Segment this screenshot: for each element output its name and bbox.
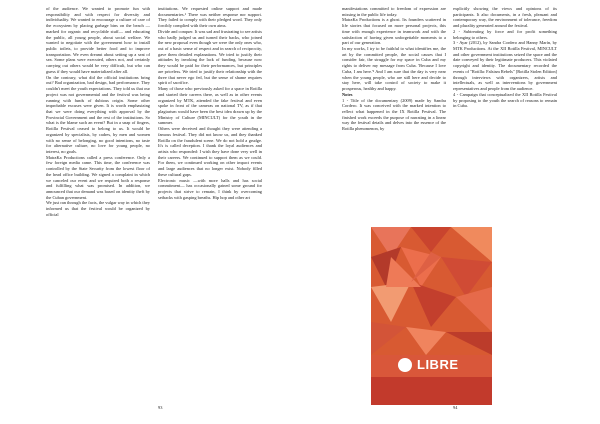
right-page-column-2 (453, 6, 557, 228)
paragraph: institutions. We requested online support and made documentaries.¹ There was neither response nor support. They failed to comply with their pledged word. They only forcibly complied with their own aims. (158, 6, 262, 29)
footnote: 3 - Ayar (2012), by Sandra Cordero and Hanny Marín, by MTK Productions. At the XII Rotilla Festival, MINCULT and other government institutions seized the space and the date conveyed by their legitimate producers. This violated copyright and identity. The documentary recorded the events of "Rotilla: Falsism Rebels" [Rotilla Stolen Edition] through interviews with organizers, artists and intellectuals, as well as interventions by government representatives and people from the audience. (453, 40, 557, 92)
footnote: 2 - Subtreating by force and for profit something belonging to others. (453, 28, 557, 40)
paragraph: manifestations committed to freedom of expression are missing in the public life today. (342, 6, 446, 17)
libre-poster-image (371, 227, 492, 405)
poster-pattern (371, 227, 492, 355)
notes-heading: Notes (342, 91, 353, 97)
paragraph: Electronic music —with more halls and has social commitment— has occasionally gained some ground for projects that strive to remain, I think by overcoming setbacks with gasping breaths. Hip hop and other art (158, 177, 262, 200)
left-page-column-2 (158, 6, 262, 404)
footnote: 4 - Campaign that conceptualized the XII Rotilla Festival by proposing to the youth the search of reasons to remain in Cuba. (453, 91, 557, 109)
poster-bottom-band (371, 377, 492, 405)
footnote: 1 - Title of the documentary (2009) made by Sandra Cordero. It was conceived with the marked intention to reflect what happened in the IX Rotilla Festival. The finished work exceeds the purpose of narrating in a linear way the festival details and delves into the essence of the Rotilla phenomenon, by (342, 97, 446, 132)
paragraph: of the audience. We wanted to promote fun with responsibility and with respect for diversity and individuality. We wanted to encourage a culture of care of the ecosystem by placing garbage bins on the beach —marked for organic and recyclable stuff— and educating the public, all young people, about social welfare. We wanted to negotiate with the government how to install public toilets, to provide better food and to improve transportation. We even dreamt about setting up a seat of sea. Some plans were executed, others not, and certainly carrying out others would be very difficult, but who can guess if they would have materialized after all. (46, 6, 150, 74)
left-page-column-1 (46, 6, 150, 404)
paragraph: MatraKa Productions is a ghost. Its founders scattered in life stories that focused on more personal projects, this time with enough experience in teamwork and with the satisfaction of having given unforgettable moments to a part of our generation. (342, 17, 446, 46)
page-number-left: 93 (158, 405, 163, 410)
paragraph: Many of those who previously asked for a space in Rotilla and started their careers there, as well as in other events organized by MTK, attended the fake festival and even spoke in front of the cameras on national TV, as if that plagiarism would have been the best idea drawn up by the Ministry of Culture (MINCULT) for the youth in the summer. (158, 86, 262, 126)
paragraph: MatraKa Productions called a press conference. Only a few foreign media came. This time, the conference was controlled by the State Security from the lowest floor of the head office building. We signed a complaint in which we canceled our event and we required both a response and fulfilling what was promised. In addition, we announced that our demand was based on identity theft by the Cuban government. (46, 154, 150, 200)
libre-logo-icon (398, 358, 412, 372)
paragraph: Others were deceived and thought they were attending a famous festival. They did not know us, and they thanked Rotilla on the fraudulent scene. We do not hold a grudge. It's is called deception. I thank the loyal audiences and artists who responded: I wish they have done very well in their careers. We continued to support them as we could. For them, we continued working on other impact events and large audiences that no longer exist. Nobody filled these cultural gaps. (158, 126, 262, 177)
paragraph: In my works, I try to be faithful to what identifies me, the art by the committed people, the social causes that I consider fair, the struggle for my space in Cuba and my rights to deliver my message from Cuba. 'Because I love Cuba, I am here.'² And I am sure that the day is very near when the young people, who are still here and decide to stay here, will take control of society to make it prosperous, healthy and happy. (342, 46, 446, 92)
paragraph: Divide and conquer. It was sad and frustrating to see artists who badly judged us and turned their backs, who joined the new proposal even though we were the only ones who, out of a basic sense of respect and in search of reciprocity, gave them detailed explanations. We tried to justify their attitudes by invoking the lack of funding, because now they would be paid for their performances, but principles are priceless. We tried to justify their relationship with the three that never ego fed, but the sense of shame requires spirit of sacrifice. (158, 28, 262, 86)
footnote: explicitly showing the views and opinions of its participants. It also documents, in a fresh, pleasant and contemporary way, the environment of tolerance, freedom and plurality generated around the festival. (453, 6, 557, 29)
paragraph: We just ran through the facts, the vulgar way in which they informed us that the festival would be organized by official (46, 200, 150, 217)
page-number-right: 94 (453, 405, 458, 410)
paragraph: On the contrary, what did the official institutions bring out? Bad organization, bad design, bad performance. They couldn't meet the youth expectations. They told us that our project was not governmental and the festival was being running with funds of dubious origin. Some other improbable excuses were given. It is worth emphasizing that we were doing everything with approval by the Provincial Government and the rest of the institutions. So what is the blame such an event? But in a snap of fingers, Rotilla Festival ceased to belong to us. It would be organized by specialists, by cadres, by men and women with no sense of belonging, no good intentions, no taste for alternative culture, no love for young people, no interest, no goals. (46, 74, 150, 154)
right-page-column-1 (342, 6, 446, 228)
poster-title: LIBRE (417, 357, 459, 372)
